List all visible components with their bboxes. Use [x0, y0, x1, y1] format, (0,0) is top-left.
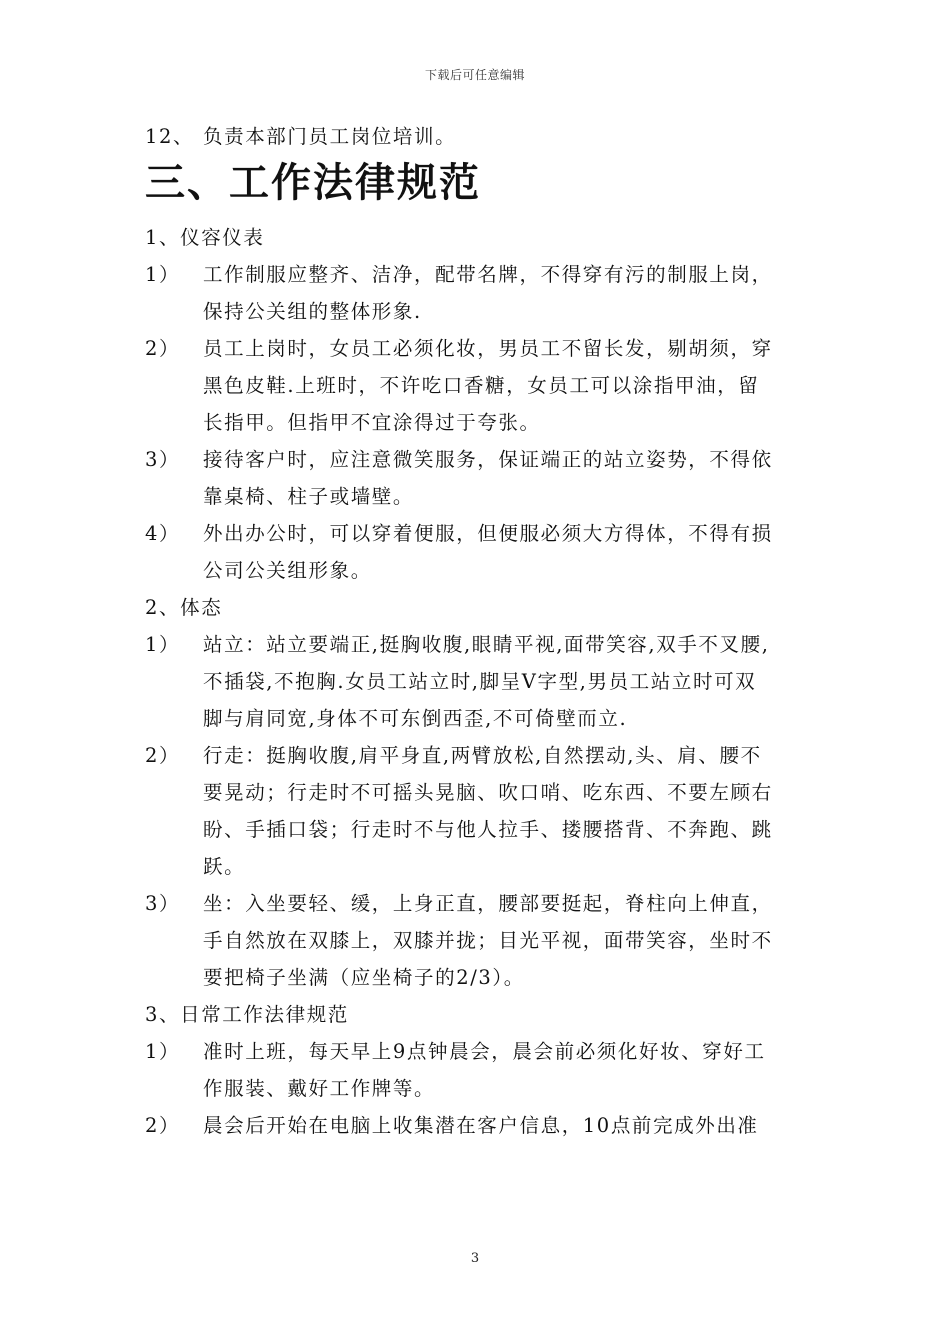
item-text: 员工上岗时，女员工必须化妆，男员工不留长发，剔胡须，穿 [203, 337, 773, 360]
subsection-heading: 2、体态 [145, 596, 223, 619]
list-item [145, 330, 815, 441]
item-text: 手自然放在双膝上，双膝并拢；目光平视，面带笑容，坐时不 [203, 929, 773, 952]
item-number: 1） [145, 633, 181, 656]
item-number: 12、 [145, 125, 195, 148]
item-text: 不插袋,不抱胸.女员工站立时,脚呈V字型,男员工站立时可双 [203, 670, 757, 693]
item-text: 准时上班，每天早上9点钟晨会，晨会前必须化好妆、穿好工 [203, 1040, 766, 1063]
list-item [145, 626, 815, 737]
list-item [145, 1107, 815, 1144]
list-item [145, 1033, 815, 1107]
item-text: 行走：挺胸收腹,肩平身直,两臂放松,自然摆动,头、肩、腰不 [203, 744, 762, 767]
item-number: 2） [145, 744, 181, 767]
document-body [145, 118, 815, 1144]
header-note: 下载后可任意编辑 [424, 68, 525, 82]
list-item [145, 885, 815, 996]
item-text: 要把椅子坐满（应坐椅子的2/3）。 [203, 966, 525, 989]
item-text: 接待客户时，应注意微笑服务，保证端正的站立姿势，不得依 [203, 448, 773, 471]
item-text: 脚与肩同宽,身体不可东倒西歪,不可倚壁而立. [203, 707, 628, 730]
item-text: 黑色皮鞋.上班时，不许吃口香糖，女员工可以涂指甲油，留 [203, 374, 760, 397]
list-item [145, 737, 815, 885]
item-text: 外出办公时，可以穿着便服，但便服必须大方得体，不得有损 [203, 522, 773, 545]
item-text: 公司公关组形象。 [203, 559, 372, 582]
item-number: 3） [145, 892, 181, 915]
item-number: 4） [145, 522, 181, 545]
item-text: 坐：入坐要轻、缓，上身正直，腰部要挺起，脊柱向上伸直， [203, 892, 773, 915]
list-item [145, 515, 815, 589]
item-text: 工作制服应整齐、洁净，配带名牌，不得穿有污的制服上岗， [203, 263, 773, 286]
item-number: 1） [145, 1040, 181, 1063]
item-text: 负责本部门员工岗位培训。 [203, 125, 457, 148]
item-text: 晨会后开始在电脑上收集潜在客户信息，10点前完成外出准 [203, 1114, 759, 1137]
subsection-heading: 3、日常工作法律规范 [145, 1003, 349, 1026]
list-item [145, 256, 815, 330]
list-item [145, 118, 815, 155]
section-title: 三、工作法律规范 [145, 160, 481, 206]
item-number: 2） [145, 337, 181, 360]
item-text: 长指甲。但指甲不宜涂得过于夸张。 [203, 411, 541, 434]
subsection-heading: 1、仪容仪表 [145, 226, 265, 249]
item-number: 2） [145, 1114, 181, 1137]
item-text: 站立：站立要端正,挺胸收腹,眼睛平视,面带笑容,双手不叉腰, [203, 633, 770, 656]
item-number: 3） [145, 448, 181, 471]
list-item [145, 441, 815, 515]
item-line [145, 118, 815, 155]
item-number: 1） [145, 263, 181, 286]
item-text: 作服装、戴好工作牌等。 [203, 1077, 436, 1100]
page-number: 3 [470, 1251, 480, 1266]
item-text: 要晃动；行走时不可摇头晃脑、吹口哨、吃东西、不要左顾右 [203, 781, 773, 804]
item-text: 盼、手插口袋；行走时不与他人拉手、搂腰搭背、不奔跑、跳 [203, 818, 773, 841]
item-text: 跃。 [203, 855, 246, 878]
item-text: 保持公关组的整体形象. [203, 300, 422, 323]
item-text: 靠桌椅、柱子或墙壁。 [203, 485, 415, 508]
